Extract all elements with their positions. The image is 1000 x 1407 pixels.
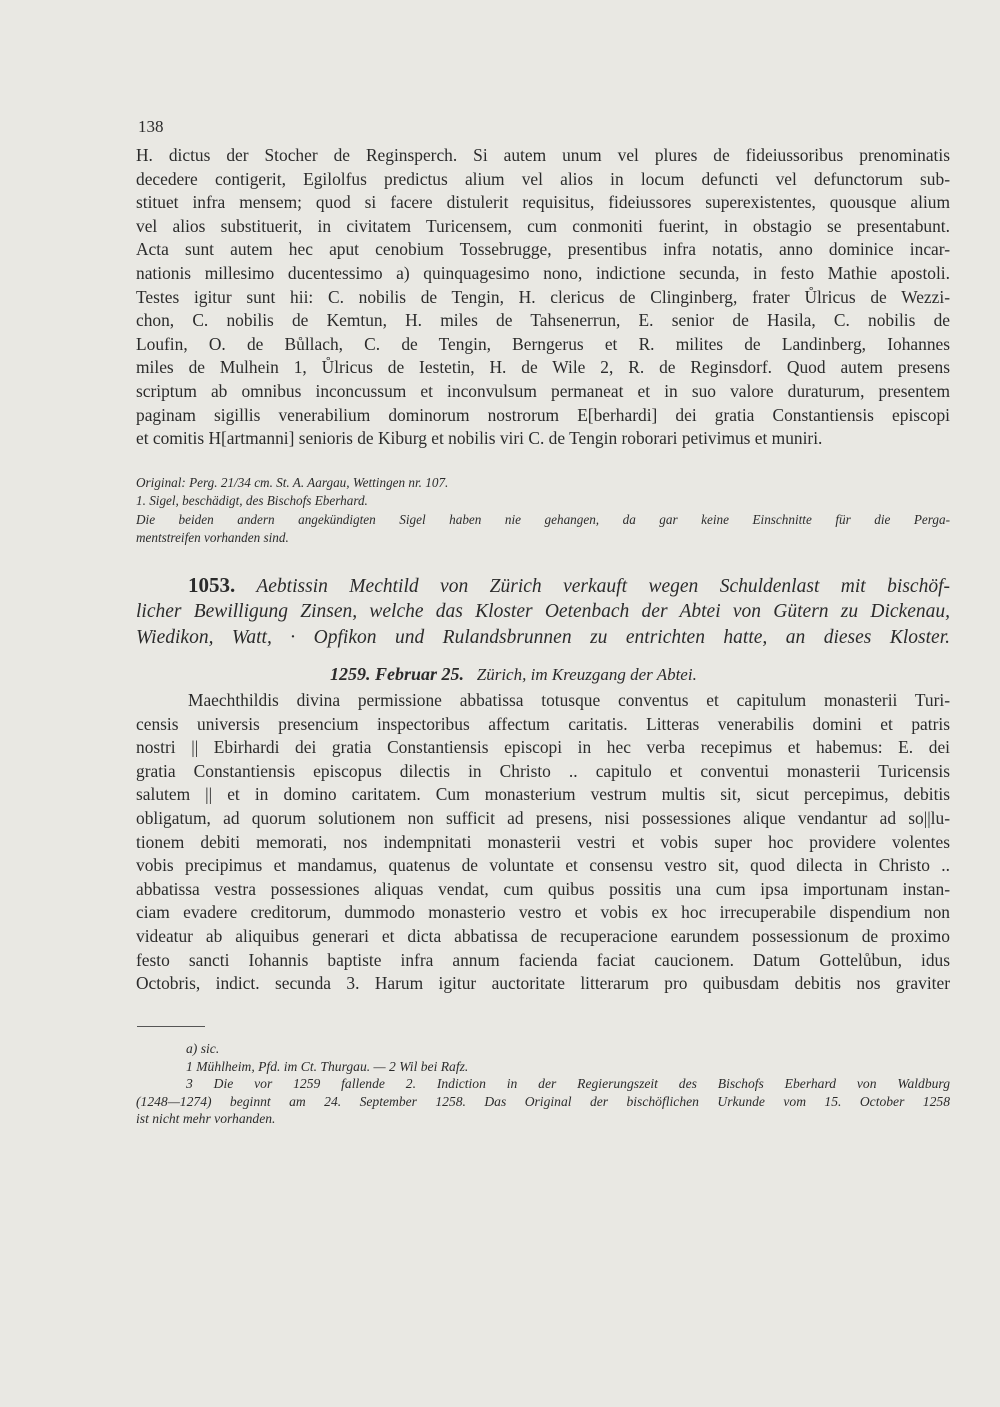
heading-line: Wiedikon, Watt, · Opfikon und Rulandsbrunnen zu entrichten hatte, an dieses Kloster. bbox=[136, 627, 950, 648]
body-line: ciam evadere creditorum, dummodo monasterio vestro et vobis ex hoc irrecuperabile dispendium non bbox=[136, 902, 950, 923]
body-line: Octobris, indict. secunda 3. Harum igitur auctoritate litterarum pro quibusdam debitis nos graviter bbox=[136, 973, 950, 994]
text-line: Acta sunt autem hec aput cenobium Tossebrugge, presentibus infra notatis, anno dominice incar- bbox=[136, 239, 950, 260]
text-line: scriptum ab omnibus inconcussum et inconvulsum permaneat et in suo valore duraturum, presentem bbox=[136, 380, 950, 401]
body-line: nostri || Ebirhardi dei gratia Constantiensis episcopi in hec verba recepimus et habemus: E. dei bbox=[136, 737, 950, 758]
text-line: miles de Mulhein 1, Ůlricus de Iestetin, H. de Wile 2, R. de Reginsdorf. Quod autem presens bbox=[136, 357, 950, 378]
text-line: decedere contigerit, Egilolfus predictus alium vel alios in locum defuncti vel defunctorum sub- bbox=[136, 168, 950, 189]
body-line: vobis precipimus et mandamus, quatenus de voluntate et consensu vestro sit, quod dilecta in Christo .. bbox=[136, 855, 950, 876]
charter-date: 1259. Februar 25. bbox=[330, 664, 465, 684]
charter-body bbox=[136, 689, 950, 996]
page-number: 138 bbox=[138, 117, 164, 136]
body-line: abbatissa vestra possessiones aliquas vendat, cum quibus possitis una cum ipsa importunam instan- bbox=[136, 878, 950, 899]
text-line: paginam sigillis venerabilium dominorum nostrorum E[berhardi] dei gratia Constantiensis episcopi bbox=[136, 404, 950, 425]
charter-date-line bbox=[330, 664, 697, 685]
charter-number: 1053. bbox=[188, 573, 236, 597]
preceding-charter-text bbox=[136, 144, 950, 451]
text-line: Testes igitur sunt hii: C. nobilis de Tengin, H. clericus de Clinginberg, frater Ůlricus de Wezzi- bbox=[136, 286, 950, 307]
text-line: Loufin, O. de Bůllach, C. de Tengin, Berngerus et R. milites de Landinberg, Iohannes bbox=[136, 333, 950, 354]
text-line: stituet infra mensem; quod si facere distulerit requisitus, fideiussores superexistentes, quousque alium bbox=[136, 192, 950, 213]
note-original: Original: Perg. 21/34 cm. St. A. Aargau, Wettingen nr. 107. bbox=[136, 475, 449, 490]
footnote-3: 3 Die vor 1259 fallende 2. Indiction in der Regierungszeit des Bischofs Eberhard von Waldburg bbox=[186, 1076, 950, 1092]
note-line: 1. Sigel, beschädigt, des Bischofs Eberhard. bbox=[136, 493, 368, 509]
text-line: et comitis H[artmanni] senioris de Kiburg et nobilis viri C. de Tengin roborari petivimus et muniri. bbox=[136, 428, 823, 449]
archival-notes bbox=[136, 474, 950, 548]
footnotes bbox=[136, 1040, 950, 1128]
footnote-a: a) sic. bbox=[186, 1041, 220, 1056]
footnote-1-2: 1 Mühlheim, Pfd. im Ct. Thurgau. — 2 Wil bei Rafz. bbox=[186, 1058, 469, 1074]
body-line: Maechthildis divina permissione abbatissa totusque conventus et capitulum monasterii Turi- bbox=[188, 690, 950, 710]
body-line: salutem || et in domino caritatem. Cum monasterium vestrum multis sit, sicut percepimus, debitis bbox=[136, 784, 950, 805]
body-line: censis universis presencium inspectoribus affectum caritatis. Litteras venerabilis domini et patris bbox=[136, 713, 950, 734]
body-line: festo sancti Iohannis baptiste infra annum facienda faciat caucionem. Datum Gottelůbun, idus bbox=[136, 949, 950, 970]
footnote-3-cont: ist nicht mehr vorhanden. bbox=[136, 1111, 276, 1127]
text-line: H. dictus der Stocher de Reginsperch. Si autem unum vel plures de fideiussoribus prenominatis bbox=[136, 145, 950, 165]
charter-place: Zürich, im Kreuzgang der Abtei. bbox=[476, 665, 697, 684]
note-line: mentstreifen vorhanden sind. bbox=[136, 530, 289, 546]
footnote-3-cont: (1248—1274) beginnt am 24. September 1258. Das Original der bischöflichen Urkunde vom 15. October 1258 bbox=[136, 1093, 950, 1109]
text-line: vel alios substituerit, in civitatem Turicensem, cum conmoniti fuerint, in obstagio se presentabunt. bbox=[136, 215, 950, 236]
body-line: gratia Constantiensis episcopus dilectis in Christo .. capitulo et conventui monasterii Turicensis bbox=[136, 760, 950, 781]
charter-heading bbox=[136, 572, 950, 652]
heading-line: licher Bewilligung Zinsen, welche das Kloster Oetenbach der Abtei von Gütern zu Dickenau, bbox=[136, 600, 950, 622]
footnote-separator bbox=[137, 1026, 205, 1027]
heading-text: Aebtissin Mechtild von Zürich verkauft wegen Schuldenlast mit bischöf- bbox=[256, 576, 950, 597]
body-line: tionem debiti memorati, nos indempnitati monasterii vestri et vobis super hoc providere volentes bbox=[136, 831, 950, 852]
body-line: obligatum, ad quorum solutionem non sufficit ad presens, nisi possessiones alique vendantur ad so||lu- bbox=[136, 807, 950, 828]
note-line: Die beiden andern angekündigten Sigel haben nie gehangen, da gar keine Einschnitte für die Perga- bbox=[136, 511, 950, 527]
text-line: chon, C. nobilis de Kemtun, H. miles de Tahsenerrun, E. senior de Hasila, C. nobilis de bbox=[136, 310, 950, 331]
heading-line bbox=[136, 572, 950, 599]
body-line: videatur ab aliquibus generari et dicta abbatissa de recuperacione earundem possessionum de proximo bbox=[136, 925, 950, 946]
text-line: nationis millesimo ducentessimo a) quinquagesimo nono, indictione secunda, in festo Mathie apostoli. bbox=[136, 262, 950, 283]
